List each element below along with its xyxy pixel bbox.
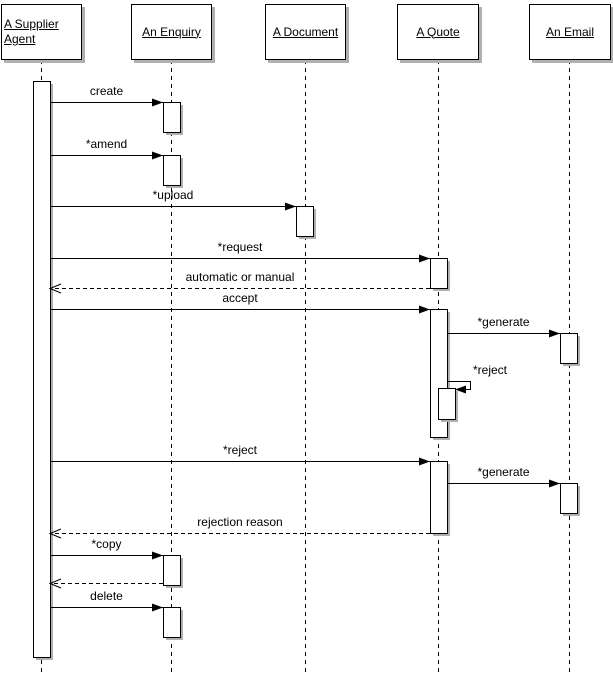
message-arrowhead-5	[419, 306, 430, 314]
message-label-8: *reject	[222, 443, 258, 457]
actor-label-enquiry: An Enquiry	[142, 24, 201, 39]
actor-box-enquiry	[131, 4, 212, 60]
activation-bar-email	[561, 334, 578, 364]
activation-bar-supplier-agent	[34, 82, 51, 658]
message-label-11: *copy	[91, 537, 122, 551]
message-label-3: *request	[217, 240, 263, 254]
message-label-0: create	[89, 84, 124, 98]
message-arrowhead-8	[419, 458, 430, 466]
activation-bar-enquiry	[164, 103, 181, 133]
message-arrowhead-9	[549, 480, 560, 488]
activation-bar-email	[561, 484, 578, 514]
activation-bar-document	[297, 207, 314, 237]
activation-bar-quote	[431, 259, 448, 289]
message-label-2: *upload	[152, 188, 194, 202]
message-arrowhead-1	[152, 152, 163, 160]
message-label-13: delete	[90, 589, 123, 603]
activation-bar-enquiry	[164, 556, 181, 586]
message-label-6: *generate	[477, 315, 530, 329]
actor-box-document	[265, 4, 346, 60]
message-arrowhead-13	[152, 604, 163, 612]
activation-bar-quote	[431, 462, 448, 534]
message-label-1: *amend	[85, 137, 128, 151]
message-label-4: automatic or manual	[185, 270, 295, 284]
activation-bar-enquiry	[164, 608, 181, 638]
activation-bar-quote-nested	[439, 389, 456, 420]
actor-box-email	[529, 4, 611, 60]
actor-label-document: A Document	[272, 24, 339, 39]
message-label-10: rejection reason	[197, 515, 283, 529]
message-label-7: *reject	[472, 363, 508, 377]
message-arrowhead-6	[549, 330, 560, 338]
message-arrowhead-11	[152, 552, 163, 560]
message-arrowhead-3	[419, 255, 430, 263]
message-arrowhead-2	[285, 203, 296, 211]
actor-box-quote	[397, 4, 479, 60]
message-label-5: accept	[222, 291, 258, 305]
actor-box-supplier-agent	[1, 4, 82, 60]
actor-label-supplier-agent: A Supplier Agent	[4, 17, 59, 46]
activation-bar-enquiry	[164, 156, 181, 186]
actor-label-quote: A Quote	[416, 24, 460, 39]
message-label-9: *generate	[477, 465, 530, 479]
message-arrowhead-0	[152, 99, 163, 107]
actor-label-email: An Email	[545, 24, 595, 39]
